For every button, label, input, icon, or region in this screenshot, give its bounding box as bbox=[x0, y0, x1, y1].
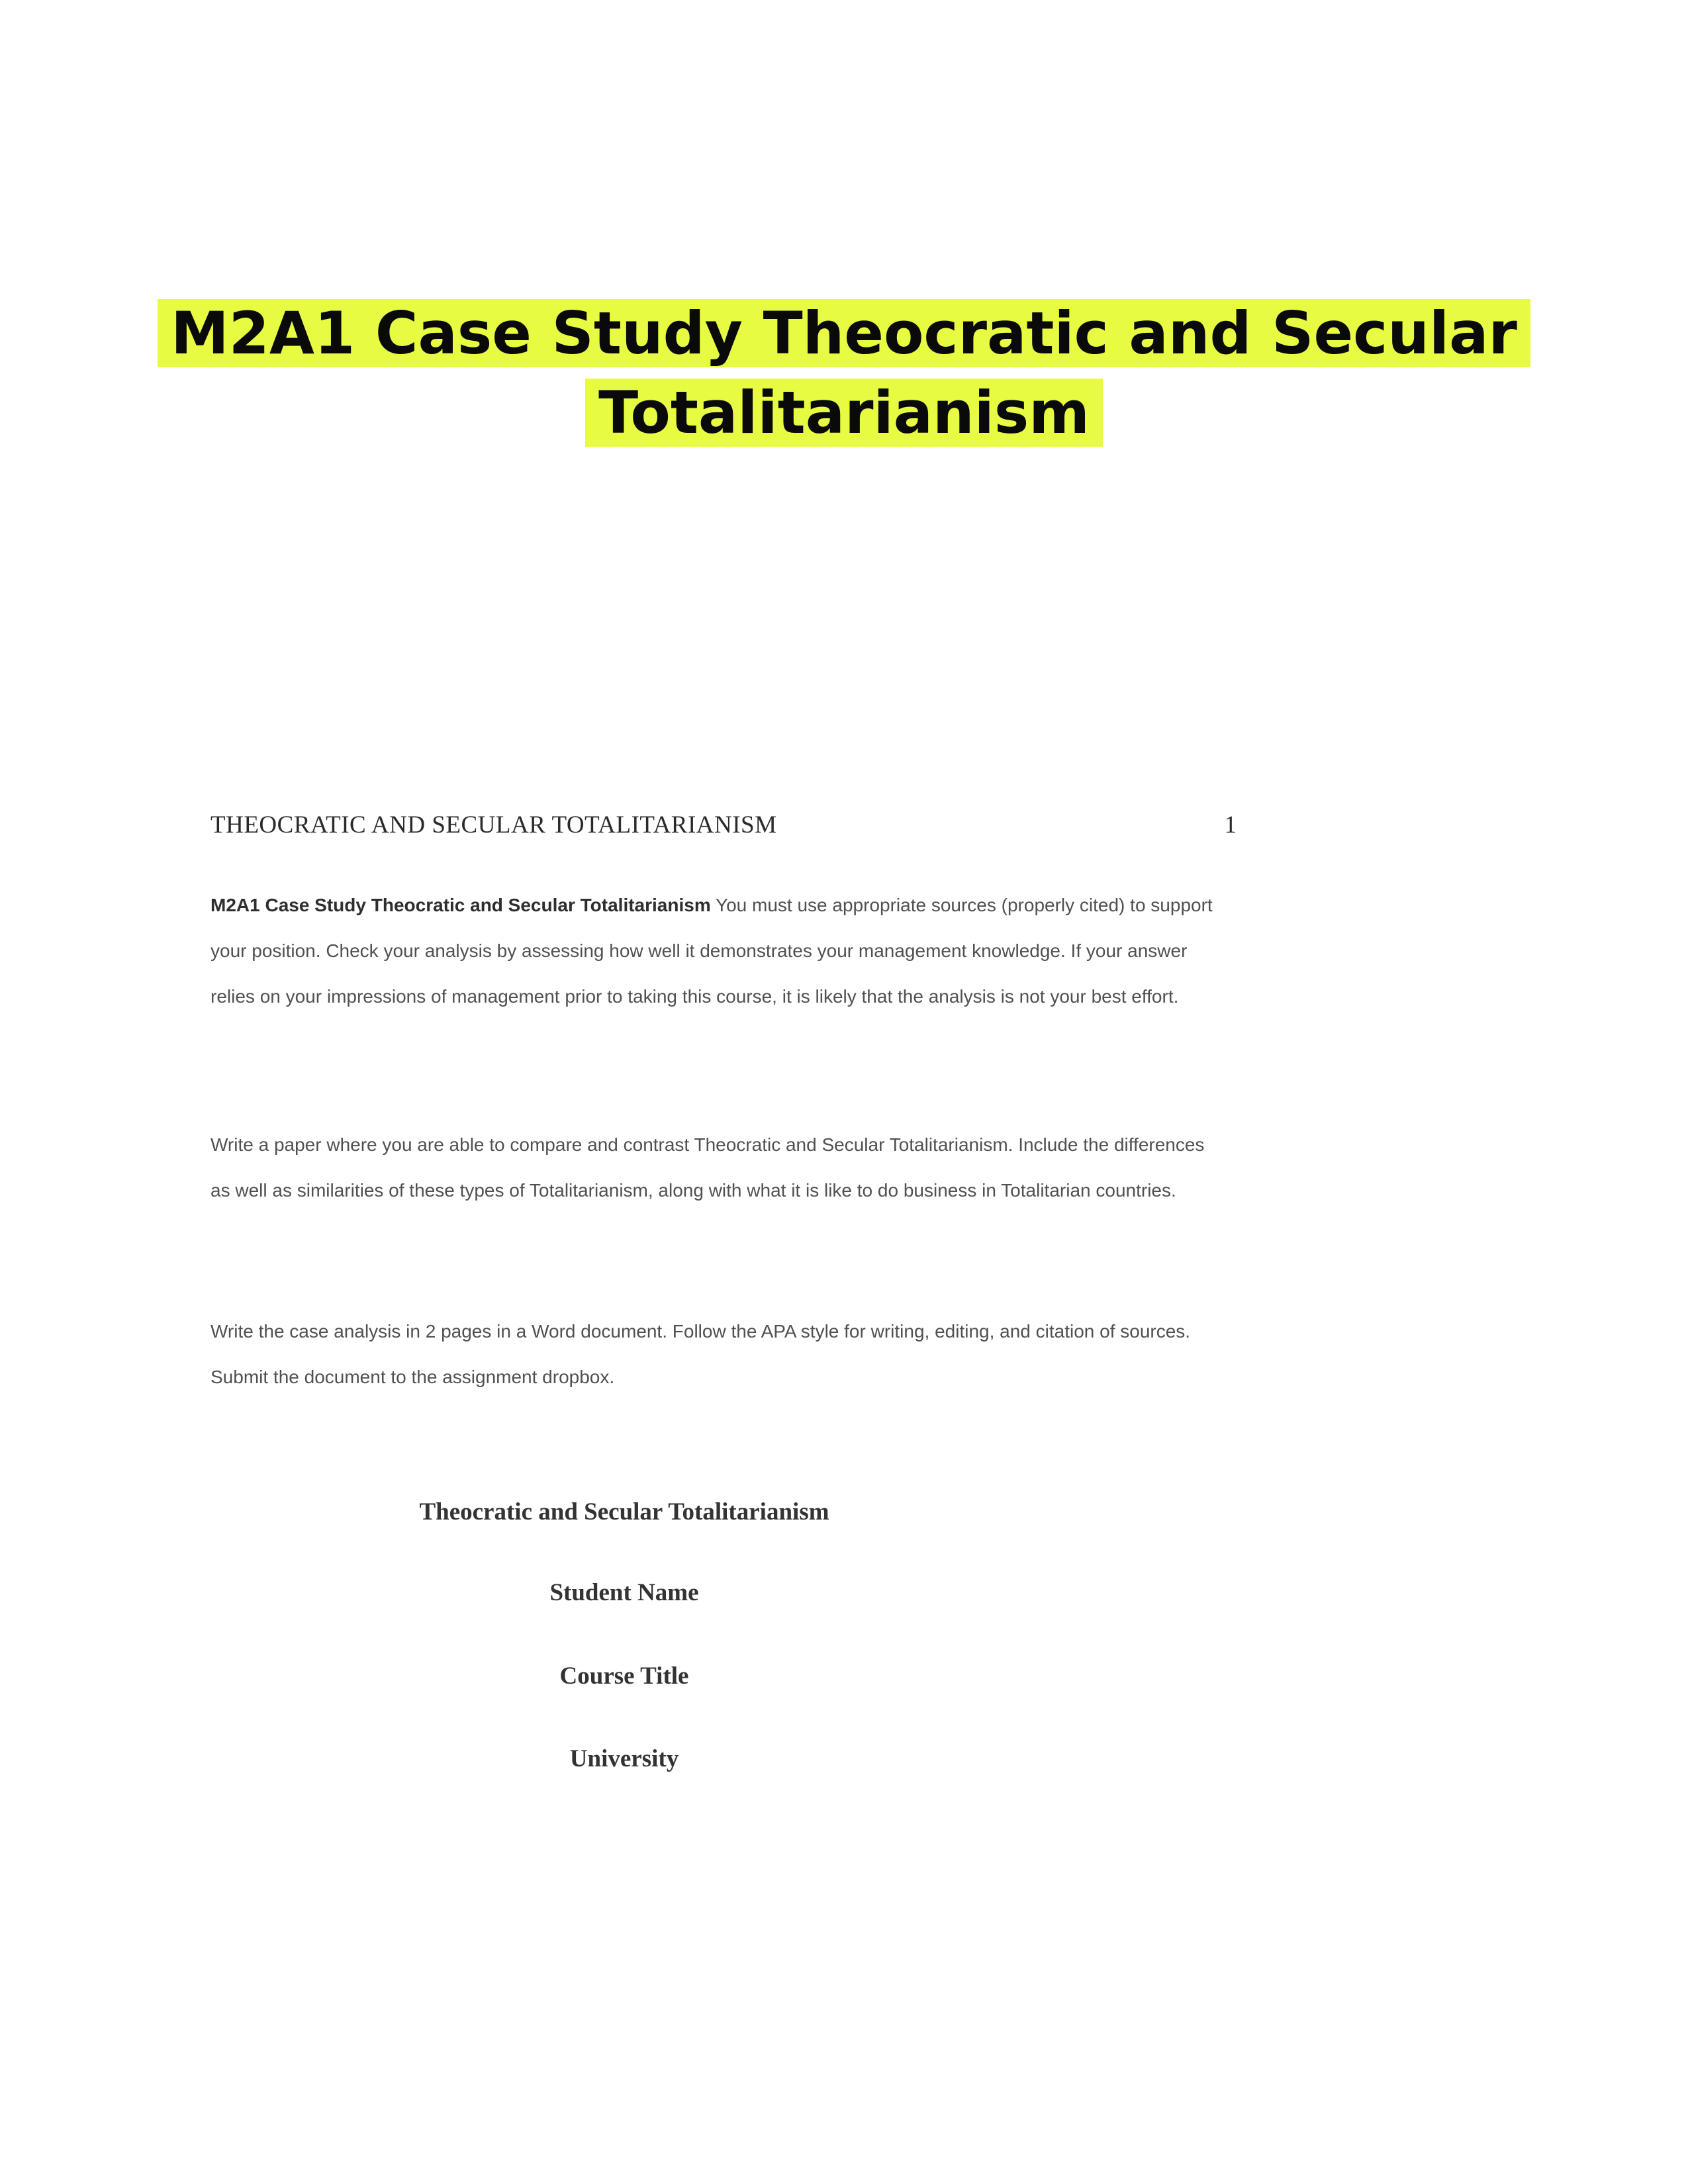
cover-university: University bbox=[569, 1745, 679, 1772]
running-head: THEOCRATIC AND SECULAR TOTALITARIANISM bbox=[211, 811, 777, 839]
cover-student-name: Student Name bbox=[549, 1579, 699, 1606]
cover-title: Theocratic and Secular Totalitarianism bbox=[419, 1498, 829, 1525]
instructions-paragraph-1-text: You must use appropriate sources (properly cited) to support your position. Check your analysis by assessing how well it demonstrates your management knowledge. If your answer relies on your impressions of management prior to taking this course, it is likely that the analysis is not your best effort. bbox=[211, 895, 1213, 1007]
document-title-line-2: Totalitarianism bbox=[585, 379, 1103, 447]
cover-course-title: Course Title bbox=[559, 1662, 689, 1690]
instructions-paragraph-1 bbox=[211, 882, 1217, 1019]
instructions-paragraph-3: Write the case analysis in 2 pages in a Word document. Follow the APA style for writing, editing, and citation of sources. Submit the document to the assignment dropbox. bbox=[211, 1321, 1191, 1387]
scanned-page-image bbox=[211, 811, 1237, 1837]
page-number: 1 bbox=[1224, 811, 1237, 839]
assignment-title-inline: M2A1 Case Study Theocratic and Secular Totalitarianism bbox=[211, 895, 711, 915]
instructions-paragraph-2: Write a paper where you are able to compare and contrast Theocratic and Secular Totalitarianism. Include the differences as well as similarities of these types of Totalitarianism, along with what it is like to do business in Totalitarian countries. bbox=[211, 1134, 1205, 1201]
document-title bbox=[0, 294, 1688, 453]
document-title-line-1: M2A1 Case Study Theocratic and Secular bbox=[158, 299, 1530, 367]
